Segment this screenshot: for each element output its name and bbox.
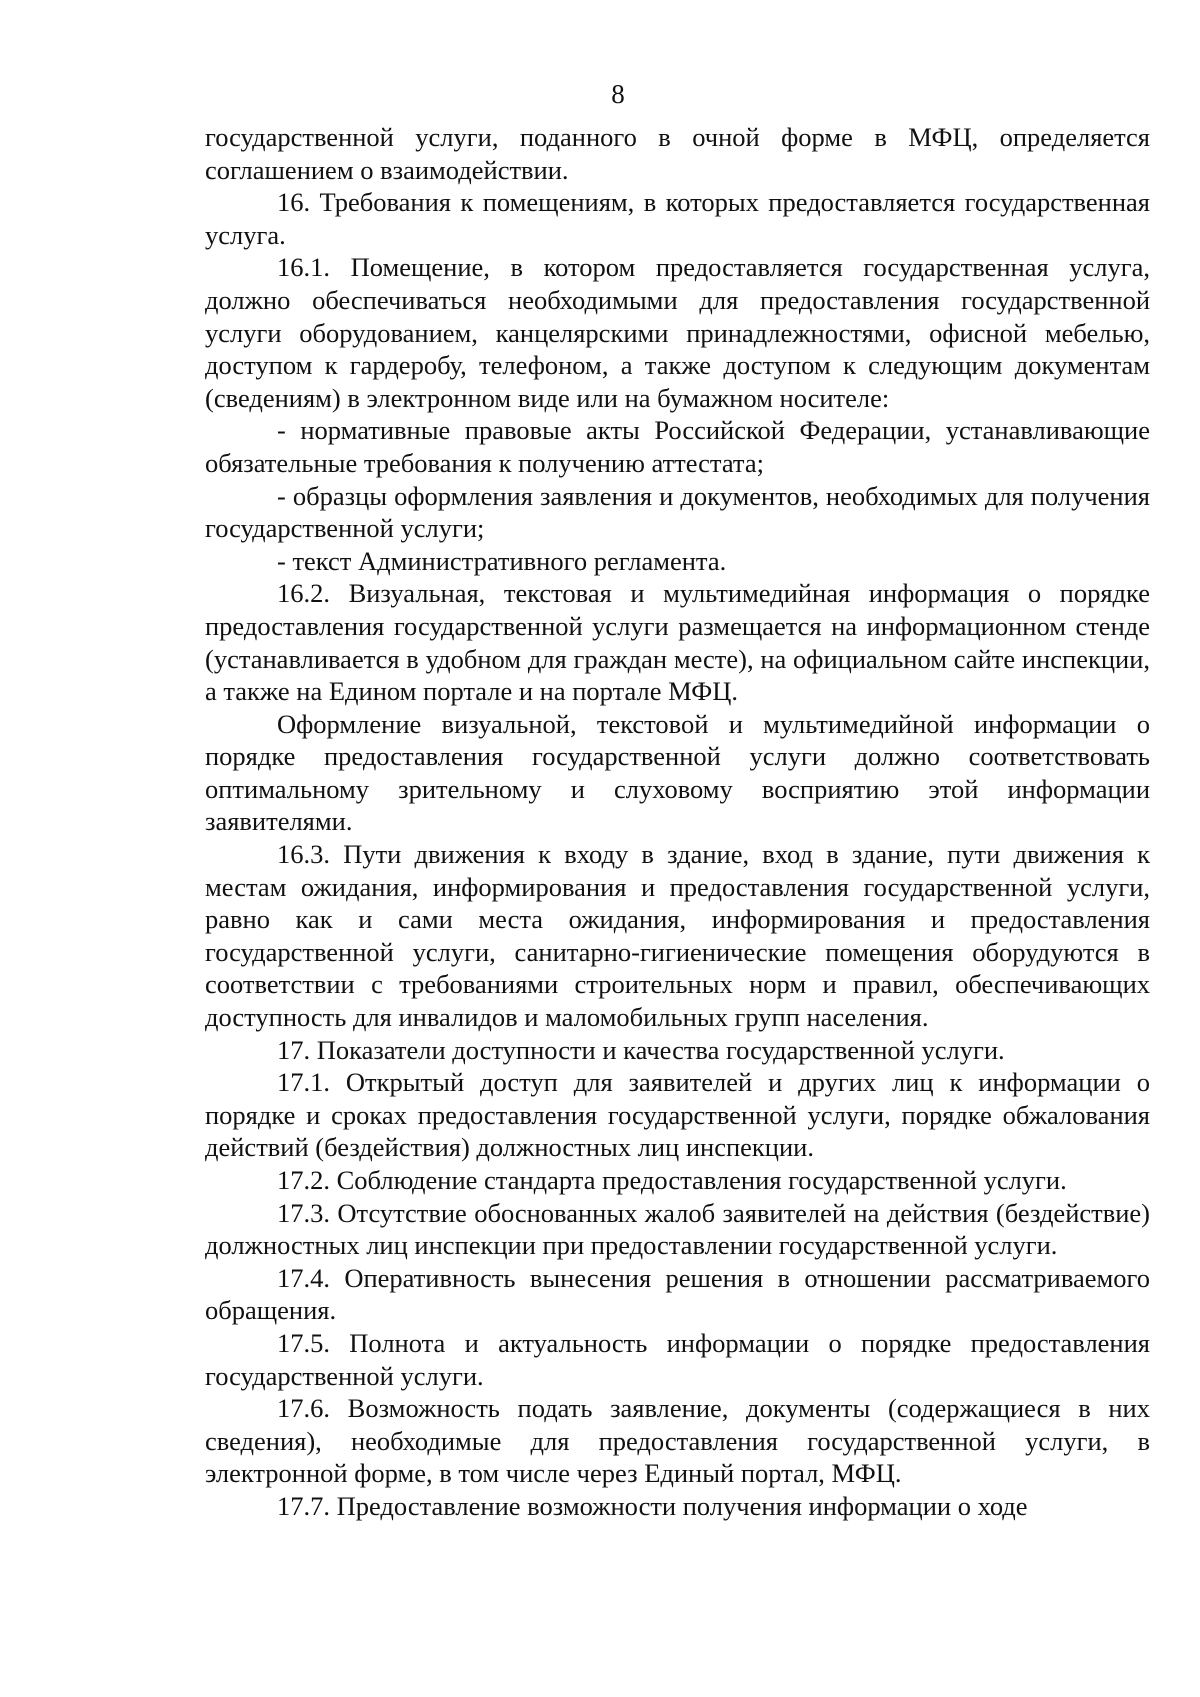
paragraph-17-3: 17.3. Отсутствие обоснованных жалоб заявителей на действия (бездействие) должностных лиц инспекции при предоставлении государственной услуги.	[205, 1197, 1150, 1261]
paragraph-17-7: 17.7. Предоставление возможности получения информации о ходе	[277, 1490, 1028, 1521]
paragraph-16-3: 16.3. Пути движения к входу в здание, вход в здание, пути движения к местам ожидания, информирования и предоставления государственной услуги, равно как и сами места ожидания, информирования и предоставления государственной услуги, санитарно-гигиенические помещения оборудуются в соответствии с требованиями строительных норм и правил, обеспечивающих доступность для инвалидов и маломобильных групп населения.	[205, 839, 1150, 1033]
paragraph-continuation: государственной услуги, поданного в очной форме в МФЦ, определяется соглашением о взаимодействии.	[205, 122, 1150, 185]
page-number: 8	[611, 79, 625, 109]
paragraph-17-5: 17.5. Полнота и актуальность информации о порядке предоставления государственной услуги.	[205, 1327, 1150, 1391]
paragraph-16-1: 16.1. Помещение, в котором предоставляется государственная услуга, должно обеспечиваться необходимыми для предоставления государственной услуги оборудованием, канцелярскими принадлежностями, офисной мебелью, доступом к гардеробу, телефоном, а также доступом к следующим документам (сведениям) в электронном виде или на бумажном носителе:	[205, 252, 1150, 413]
paragraph-16-2-design: Оформление визуальной, текстовой и мультимедийной информации о порядке предоставления государственной услуги должно соответствовать оптимальному зрительному и слуховому восприятию этой информации заявителями.	[205, 708, 1150, 837]
list-item-regulation-text: - текст Административного регламента.	[277, 545, 727, 576]
paragraph-17-4: 17.4. Оперативность вынесения решения в отношении рассматриваемого обращения.	[205, 1262, 1150, 1326]
section-16-heading: 16. Требования к помещениям, в которых предоставляется государственная услуга.	[205, 187, 1150, 250]
paragraph-16-2: 16.2. Визуальная, текстовая и мультимедийная информация о порядке предоставления государственной услуги размещается на информационном стенде (устанавливается в удобном для граждан месте), на официальном сайте инспекции, а также на Едином портале и на портале МФЦ.	[205, 578, 1150, 707]
list-item-legal-acts: - нормативные правовые акты Российской Федерации, устанавливающие обязательные требования к получению аттестата;	[205, 415, 1150, 478]
paragraph-17-6: 17.6. Возможность подать заявление, документы (содержащиеся в них сведения), необходимые для предоставления государственной услуги, в электронной форме, в том числе через Единый портал, МФЦ.	[205, 1393, 1150, 1489]
paragraph-17-1: 17.1. Открытый доступ для заявителей и других лиц к информации о порядке и сроках предоставления государственной услуги, порядке обжалования действий (бездействия) должностных лиц инспекции.	[205, 1067, 1150, 1163]
list-item-application-samples: - образцы оформления заявления и документов, необходимых для получения государственной услуги;	[205, 480, 1150, 544]
paragraph-17-2: 17.2. Соблюдение стандарта предоставления государственной услуги.	[277, 1165, 1067, 1195]
document-body	[205, 121, 1150, 1523]
section-17-heading: 17. Показатели доступности и качества государственной услуги.	[277, 1034, 1005, 1065]
